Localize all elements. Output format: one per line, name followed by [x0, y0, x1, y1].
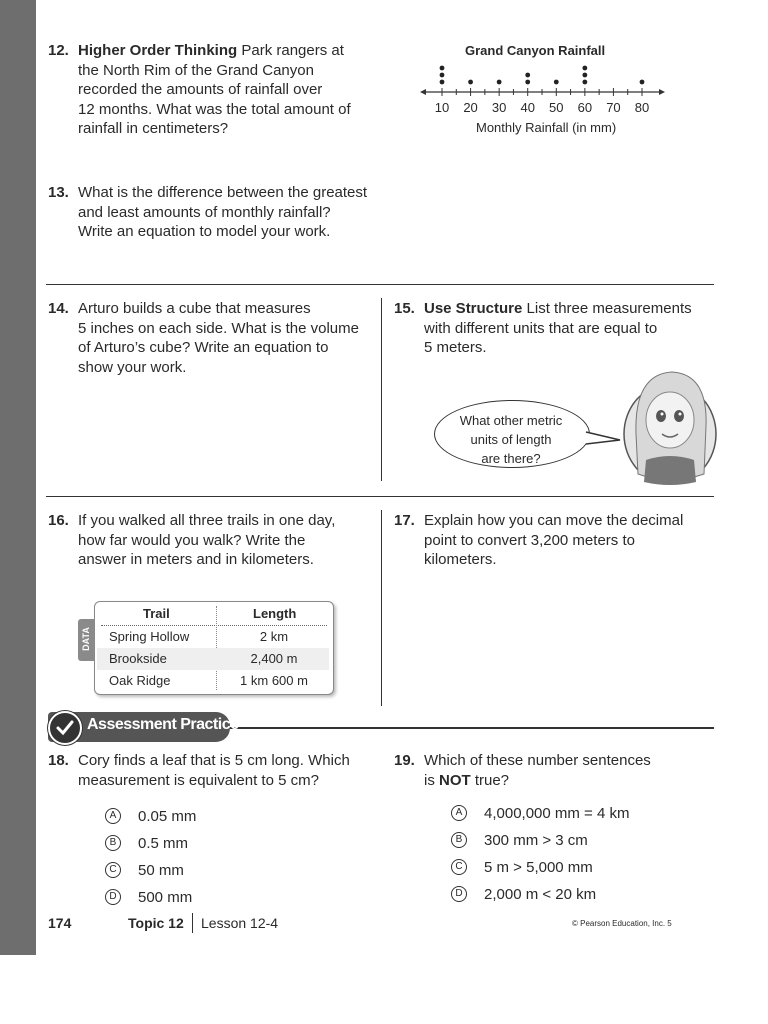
q18-option-b-bubble[interactable]: B	[105, 835, 121, 851]
checkmark-icon	[48, 711, 82, 745]
q12-line: 12 months. What was the total amount of	[78, 100, 351, 118]
q12-line: recorded the amounts of rainfall over	[78, 81, 323, 98]
q13-line: Write an equation to model your work.	[78, 223, 331, 240]
q18-option-c-bubble[interactable]: C	[105, 862, 121, 878]
tick-label: 50	[549, 100, 564, 115]
table-cell: Spring Hollow	[109, 629, 190, 644]
q12-line: rainfall in centimeters?	[78, 120, 229, 137]
data-point	[640, 80, 645, 85]
q18-number: 18.	[48, 752, 69, 769]
q15-line: with different units that are equal to	[424, 319, 658, 337]
q14-line: show your work.	[78, 358, 187, 376]
q12-number: 12.	[48, 42, 69, 59]
assessment-title: Assessment Practice	[87, 716, 239, 733]
q19-option-b[interactable]: 300 mm > 3 cm	[484, 832, 588, 849]
q16-number: 16.	[48, 512, 69, 529]
q19-option-d[interactable]: 2,000 m < 20 km	[484, 886, 597, 903]
q18-option-b[interactable]: 0.5 mm	[138, 835, 189, 852]
table-header-length: Length	[253, 606, 297, 621]
tick-label: 80	[634, 100, 650, 115]
q18-option-a-bubble[interactable]: A	[105, 808, 121, 824]
dot-plot-title: Grand Canyon Rainfall	[465, 43, 606, 58]
page-side-strip	[0, 0, 36, 955]
q15-line: 5 meters.	[424, 339, 487, 356]
q14-line: of Arturo’s cube? Write an equation to	[78, 339, 329, 356]
q17-number: 17.	[394, 512, 415, 529]
q15-keyword: Use Structure	[424, 300, 523, 317]
data-tab-label: DATA	[81, 627, 91, 651]
data-point	[440, 66, 445, 71]
q18-text	[78, 751, 378, 790]
divider	[46, 496, 714, 497]
q13-line: and least amounts of monthly rainfall?	[78, 203, 331, 221]
assessment-rule	[228, 727, 714, 729]
bubble-line: units of length	[470, 432, 552, 447]
tick-label: 10	[434, 100, 450, 115]
axis-arrow-right	[659, 89, 665, 95]
q15-number: 15.	[394, 300, 415, 317]
q19-line: true?	[470, 771, 510, 789]
q14-line: Arturo builds a cube that measures	[78, 300, 311, 317]
data-point	[440, 73, 445, 78]
q19-number: 19.	[394, 752, 415, 769]
data-point	[525, 73, 530, 78]
data-tab	[78, 619, 94, 661]
q17-line: point to convert 3,200 meters to	[424, 531, 635, 549]
q19-line: is	[424, 771, 439, 789]
q17-text	[424, 511, 724, 570]
footer-topic: Topic 12	[128, 915, 184, 931]
q13-number: 13.	[48, 184, 69, 201]
q19-option-a-bubble[interactable]: A	[451, 805, 467, 821]
axis-arrow-left	[420, 89, 426, 95]
tick-label: 40	[520, 100, 535, 115]
q16-text	[78, 511, 378, 570]
q17-line: kilometers.	[424, 551, 497, 568]
q18-option-d[interactable]: 500 mm	[138, 889, 193, 906]
data-point	[582, 66, 587, 71]
q18-option-a[interactable]: 0.05 mm	[138, 808, 197, 825]
q12-line: the North Rim of the Grand Canyon	[78, 61, 314, 79]
q15-text	[424, 299, 724, 358]
table-header-trail: Trail	[143, 606, 170, 621]
table-cell: Brookside	[109, 651, 167, 666]
trail-table	[94, 601, 334, 695]
dot-plot-xlabel: Monthly Rainfall (in mm)	[476, 120, 617, 135]
data-point	[554, 80, 559, 85]
table-cell: Oak Ridge	[109, 673, 171, 688]
q12-line: Park rangers at	[237, 42, 344, 59]
footer-copyright: © Pearson Education, Inc. 5	[572, 919, 672, 928]
table-cell: 1 km 600 m	[240, 673, 308, 688]
q16-line: If you walked all three trails in one day,	[78, 512, 336, 529]
q18-option-c[interactable]: 50 mm	[138, 862, 184, 879]
q13-text	[78, 183, 398, 242]
divider	[46, 284, 714, 285]
column-divider	[381, 298, 382, 481]
tick-label: 70	[606, 100, 621, 115]
tick-label: 30	[491, 100, 507, 115]
column-divider	[381, 510, 382, 706]
speech-bubble-text	[448, 411, 574, 468]
speech-bubble-tail	[584, 428, 624, 448]
data-point	[468, 80, 473, 85]
q19-option-a[interactable]: 4,000,000 mm = 4 km	[484, 805, 630, 822]
dot-plot	[420, 58, 665, 102]
q19-option-c-bubble[interactable]: C	[451, 859, 467, 875]
q14-text	[78, 299, 378, 377]
bubble-line: What other metric	[459, 413, 563, 428]
page-number: 174	[48, 915, 72, 931]
table-cell: 2,400 m	[250, 651, 298, 666]
data-point	[582, 73, 587, 78]
q19-option-c[interactable]: 5 m > 5,000 mm	[484, 859, 593, 876]
table-cell: 2 km	[259, 629, 289, 644]
data-point	[497, 80, 502, 85]
data-point	[582, 80, 587, 85]
q14-line: 5 inches on each side. What is the volume	[78, 319, 359, 337]
q17-line: Explain how you can move the decimal	[424, 512, 684, 529]
q19-text	[424, 751, 724, 790]
q19-emphasis: NOT	[439, 771, 471, 789]
q19-option-b-bubble[interactable]: B	[451, 832, 467, 848]
tick-label: 20	[463, 100, 478, 115]
table-header-rule	[101, 625, 327, 626]
q12-keyword: Higher Order Thinking	[78, 42, 238, 59]
q19-option-d-bubble[interactable]: D	[451, 886, 467, 902]
footer-separator	[192, 913, 193, 933]
character-illustration	[622, 364, 718, 488]
q15-line: List three measurements	[522, 300, 692, 317]
q18-line: measurement is equivalent to 5 cm?	[78, 771, 319, 789]
data-point	[525, 80, 530, 85]
q19-line: Which of these number sentences	[424, 752, 651, 769]
tick-label: 60	[577, 100, 593, 115]
footer-lesson: Lesson 12-4	[201, 915, 279, 931]
q16-line: answer in meters and in kilometers.	[78, 551, 314, 568]
bubble-line: are there?	[481, 451, 541, 466]
q18-line: Cory finds a leaf that is 5 cm long. Which	[78, 752, 350, 769]
q12-text	[78, 41, 378, 139]
data-point	[440, 80, 445, 85]
q13-line: What is the difference between the greatest	[78, 184, 368, 201]
q14-number: 14.	[48, 300, 69, 317]
q18-option-d-bubble[interactable]: D	[105, 889, 121, 905]
q16-line: how far would you walk? Write the	[78, 531, 306, 549]
